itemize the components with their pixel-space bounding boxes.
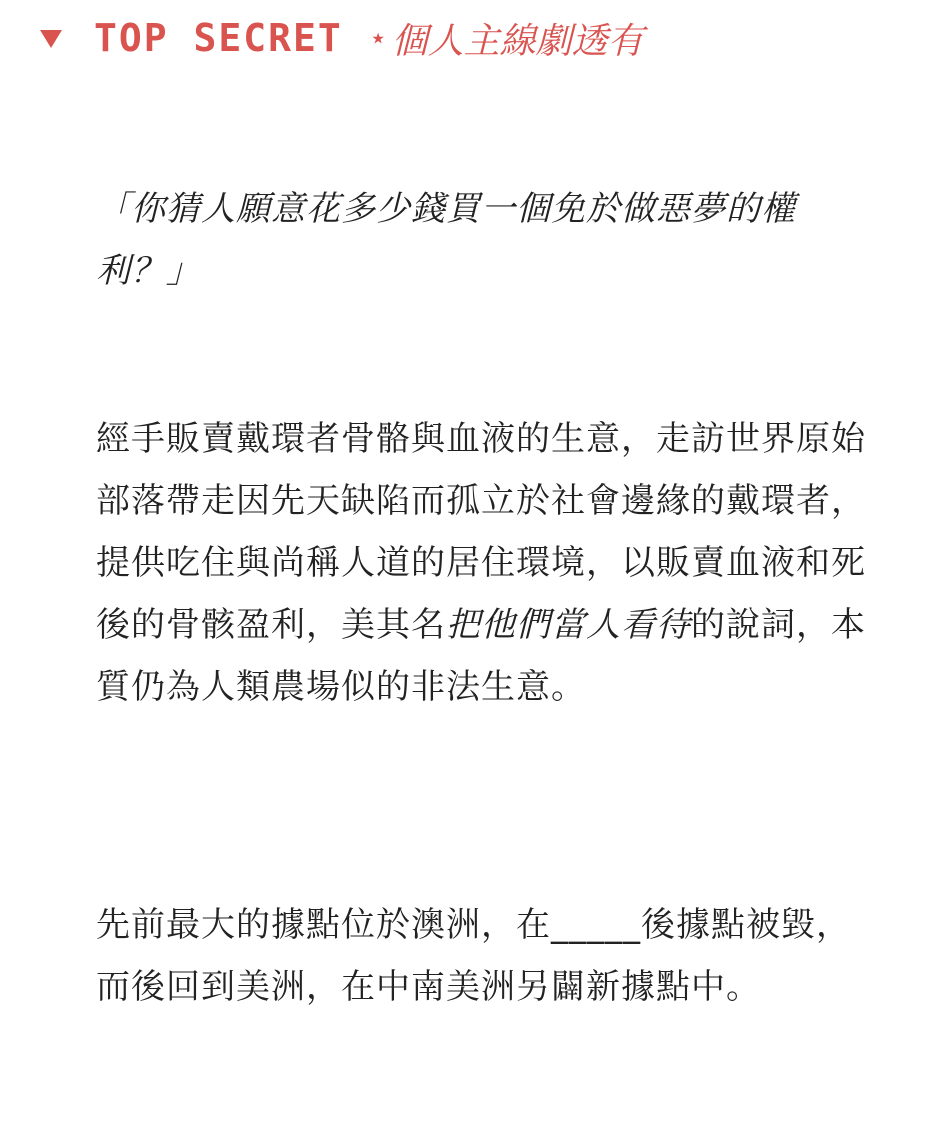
- paragraph-2: [96, 894, 876, 1018]
- quote-block: [96, 178, 876, 302]
- section-title: TOP SECRET: [94, 16, 343, 60]
- spoiler-warning: 個人主線劇透有: [391, 20, 644, 62]
- paragraph-1-emphasis: 把他們當人看待: [446, 605, 691, 645]
- paragraph-1-part-2: 的說詞，本質仍為人類農場似的非法生意。: [96, 605, 866, 707]
- star-icon: ⋆: [368, 20, 388, 56]
- paragraph-2-text: 先前最大的據點位於澳洲，在_____後據點被毀，而後回到美洲，在中南美洲另闢新據點中。: [96, 905, 851, 1007]
- section-header[interactable]: [40, 12, 644, 64]
- paragraph-1: [96, 408, 876, 718]
- triangle-down-icon[interactable]: [40, 30, 62, 48]
- quote-text: 「你猜人願意花多少錢買一個免於做惡夢的權利？」: [96, 189, 796, 291]
- paragraph-1-part-1: 經手販賣戴環者骨骼與血液的生意，走訪世界原始部落帶走因先天缺陷而孤立於社會邊緣的戴環者，提供吃住與尚稱人道的居住環境，以販賣血液和死後的骨骸盈利，美其名: [96, 419, 866, 645]
